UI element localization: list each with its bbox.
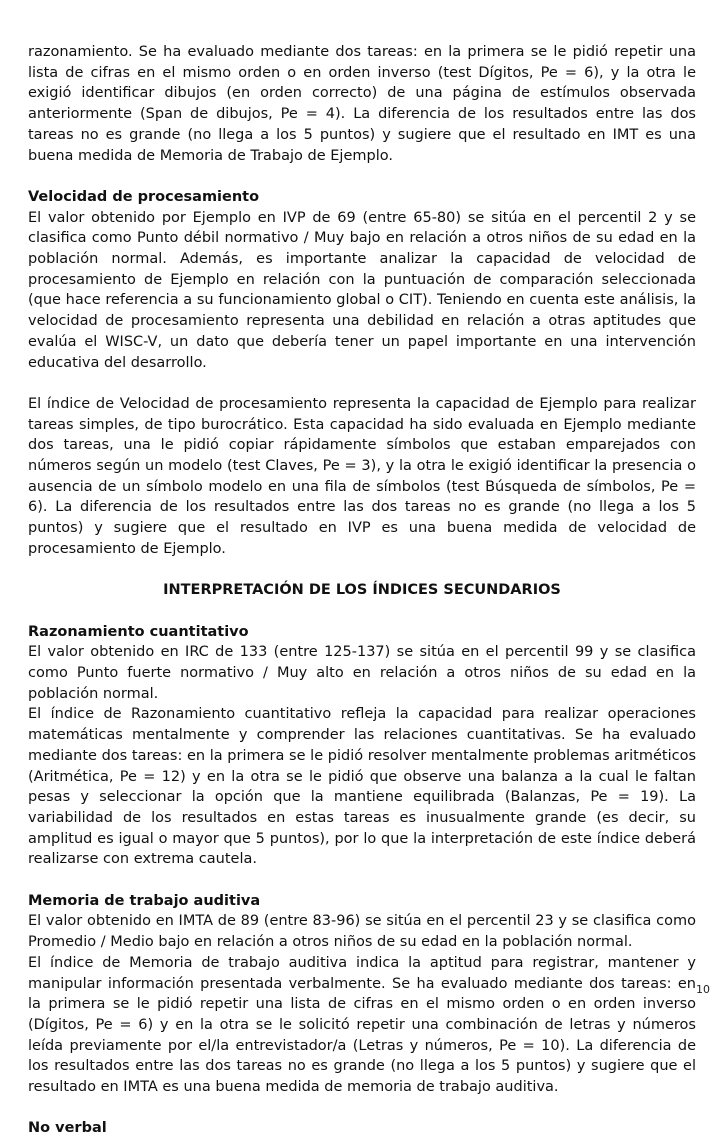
section-title-indices-secundarios: INTERPRETACIÓN DE LOS ÍNDICES SECUNDARIOS <box>163 582 561 599</box>
paragraph-imt-continuation: razonamiento. Se ha evaluado mediante dos tareas: en la primera se le pidió repetir una lista de cifras en el mismo orden o en orden inverso (test Dígitos, Pe = 6), y la otra le exigió identificar dibujos (en orden correcto) de una página de estímulos observada anteriormente (Span de dibujos, Pe = 4). La diferencia de los resultados entre las dos tareas no es grande (no llega a los 5 puntos) y sugiere que el resultado en IMT es una buena medida de Memoria de Trabajo de Ejemplo. <box>28 44 696 164</box>
paragraph-imta-description: El índice de Memoria de trabajo auditiva indica la aptitud para registrar, mantener y manipular información presentada verbalmente. Se ha evaluado mediante dos tareas: en la primera se le pidió repetir una lista de cifras en el mismo orden o en orden inverso (Dígitos, Pe = 6) y en la otra se le solicitó repetir una combinación de letras y números leída previamente por el/la entrevistador/a (Letras y números, Pe = 10). La diferencia de los resultados entre las dos tareas no es grande (no llega a los 5 puntos) y sugiere que el resultado en IMTA es una buena medida de memoria de trabajo auditiva. <box>28 954 696 1096</box>
paragraph-ivp-result: El valor obtenido por Ejemplo en IVP de 69 (entre 65-80) se sitúa en el percentil 2 y se clasifica como Punto débil normativo / Muy bajo en relación a otros niños de su edad en la población normal. Además, es importante analizar la capacidad de velocidad de procesamiento de Ejemplo en relación con la puntuación de comparación seleccionada (que hace referencia a su funcionamiento global o CIT). Teniendo en cuenta este análisis, la velocidad de procesamiento representa una debilidad en relación a otras aptitudes que evalúa el WISC-V, un dato que debería tener un papel importante en una intervención educativa del desarrollo. <box>28 209 696 371</box>
paragraph-ivp-description: El índice de Velocidad de procesamiento representa la capacidad de Ejemplo para realizar tareas simples, de tipo burocrático. Esta capacidad ha sido evaluada en Ejemplo mediante dos tareas, una le pidió copiar rápidamente símbolos que estaban emparejados con números según un modelo (test Claves, Pe = 3), y la otra le exigió identificar la presencia o ausencia de un símbolo modelo en una fila de símbolos (test Búsqueda de símbolos, Pe = 6). La diferencia de los resultados entre las dos tareas no es grande (no llega a los 5 puntos) y sugiere que el resultado en IVP es una buena medida de velocidad de procesamiento de Ejemplo. <box>28 395 696 557</box>
heading-memoria-trabajo-auditiva: Memoria de trabajo auditiva <box>28 892 261 909</box>
document-page <box>28 42 696 1139</box>
paragraph-irc-description: El índice de Razonamiento cuantitativo refleja la capacidad para realizar operaciones matemáticas mentalmente y comprender las relaciones cuantitativas. Se ha evaluado mediante dos tareas: en la primera se le pidió resolver mentalmente problemas aritméticos (Aritmética, Pe = 12) y en la otra se le pidió que observe una balanza a la cual le faltan pesas y seleccionar la opción que la mantiene equilibrada (Balanzas, Pe = 19). La variabilidad de los resultados en estas tareas es inusualmente grande (es decir, su amplitud es igual o mayor que 5 puntos), por lo que la interpretación de este índice deberá realizarse con extrema cautela. <box>28 706 696 868</box>
paragraph-imta-result: El valor obtenido en IMTA de 89 (entre 83-96) se sitúa en el percentil 23 y se clasifica como Promedio / Medio bajo en relación a otros niños de su edad en la población normal. <box>28 913 696 951</box>
spacer <box>28 373 696 394</box>
paragraph-irc-result: El valor obtenido en IRC de 133 (entre 125-137) se sitúa en el percentil 99 y se clasifica como Punto fuerte normativo / Muy alto en relación a otros niños de su edad en la población normal. <box>28 644 696 702</box>
heading-no-verbal: No verbal <box>28 1120 107 1137</box>
page-number: 10 <box>696 983 710 996</box>
heading-velocidad-procesamiento: Velocidad de procesamiento <box>28 188 260 205</box>
spacer <box>28 870 696 891</box>
heading-razonamiento-cuantitativo: Razonamiento cuantitativo <box>28 623 249 640</box>
spacer <box>28 560 696 581</box>
spacer <box>28 166 696 187</box>
spacer <box>28 601 696 622</box>
spacer <box>28 1098 696 1119</box>
